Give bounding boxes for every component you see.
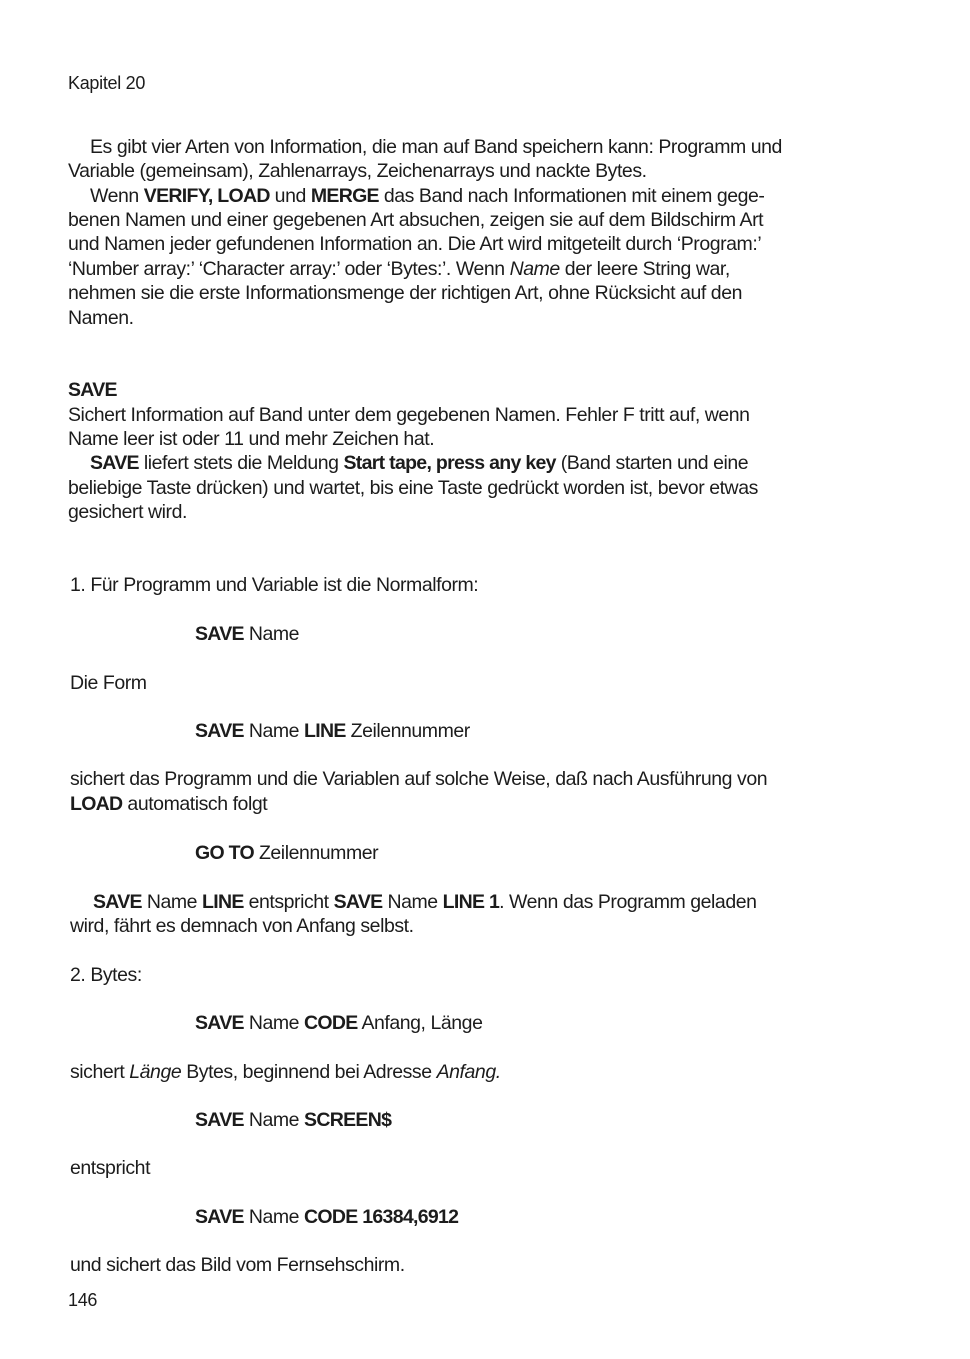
body-text: sichert Länge Bytes, beginnend bei Adresse Anfang. [70, 1061, 501, 1083]
keyword: LINE 1 [442, 891, 500, 913]
intro-line: ‘Number array:’ ‘Character array:’ oder ‘Bytes:’. Wenn Name der leere String war, [68, 258, 730, 280]
body-text: Die Form [70, 672, 147, 694]
syntax-form: SAVE Name LINE Zeilennummer [195, 720, 470, 742]
keyword: LOAD [70, 793, 123, 815]
syntax-form: GO TO Zeilennummer [195, 842, 379, 864]
body-text: entspricht [70, 1157, 151, 1179]
intro-line: Variable (gemeinsam), Zahlenarrays, Zeichenarrays und nackte Bytes. [68, 160, 647, 182]
intro-line: Namen. [68, 307, 134, 329]
body-text: und sichert das Bild vom Fernsehschirm. [70, 1254, 405, 1276]
page-number: 146 [68, 1290, 98, 1310]
keyword: SAVE [333, 891, 383, 913]
syntax-form: SAVE Name [195, 623, 300, 645]
keyword: SAVE [90, 452, 139, 474]
body-text: wird, fährt es demnach von Anfang selbst. [70, 915, 414, 937]
keyword: SAVE [195, 1206, 244, 1228]
save-line: Sichert Information auf Band unter dem gegebenen Namen. Fehler F tritt auf, wenn [68, 404, 750, 426]
item-intro: 1. Für Programm und Variable ist die Normalform: [70, 574, 479, 596]
keyword: SAVE [195, 1109, 244, 1131]
intro-line: und Namen jeder gefundenen Information an. Die Art wird mitgeteilt durch ‘Program:’ [68, 233, 762, 255]
body-text: sichert das Programm und die Variablen auf solche Weise, daß nach Ausführung von [70, 768, 768, 790]
keyword: SAVE [195, 623, 244, 645]
syntax-form: SAVE Name CODE 16384,6912 [195, 1206, 459, 1228]
save-line: gesichert wird. [68, 501, 187, 523]
intro-line: Es gibt vier Arten von Information, die man auf Band speichern kann: Programm und [90, 136, 782, 158]
keyword: Start tape, press any key [343, 452, 556, 474]
save-line: beliebige Taste drücken) und wartet, bis eine Taste gedrückt worden ist, bevor etwas [68, 477, 758, 499]
keyword: SAVE [195, 720, 244, 742]
intro-line: benen Namen und einer gegebenen Art absuchen, zeigen sie auf dem Bildschirm Art [68, 209, 764, 231]
item-intro: 2. Bytes: [70, 964, 142, 986]
save-line: SAVE liefert stets die Meldung Start tape, press any key (Band starten und eine [90, 452, 749, 474]
save-line: Name leer ist oder 11 und mehr Zeichen hat. [68, 428, 435, 450]
chapter-header: Kapitel 20 [68, 73, 146, 93]
keyword: SCREEN$ [304, 1109, 392, 1131]
intro-line: nehmen sie die erste Informationsmenge der richtigen Art, ohne Rücksicht auf den [68, 282, 742, 304]
keyword: MERGE [310, 185, 379, 207]
syntax-form: SAVE Name CODE Anfang, Länge [195, 1012, 483, 1034]
keyword: CODE 16384,6912 [304, 1206, 459, 1228]
keyword: VERIFY, LOAD [143, 185, 270, 207]
section-heading: SAVE [68, 379, 117, 401]
intro-line: Wenn VERIFY, LOAD und MERGE das Band nach Informationen mit einem gege- [90, 185, 765, 207]
keyword: GO TO [195, 842, 254, 864]
keyword: SAVE [93, 891, 142, 913]
keyword: CODE [304, 1012, 358, 1034]
keyword: LINE [304, 720, 346, 742]
body-text: LOAD automatisch folgt [70, 793, 268, 815]
syntax-form: SAVE Name SCREEN$ [195, 1109, 392, 1131]
keyword: LINE [202, 891, 244, 913]
body-text: SAVE Name LINE entspricht SAVE Name LINE 1. Wenn das Programm geladen [93, 891, 757, 913]
keyword: SAVE [195, 1012, 244, 1034]
